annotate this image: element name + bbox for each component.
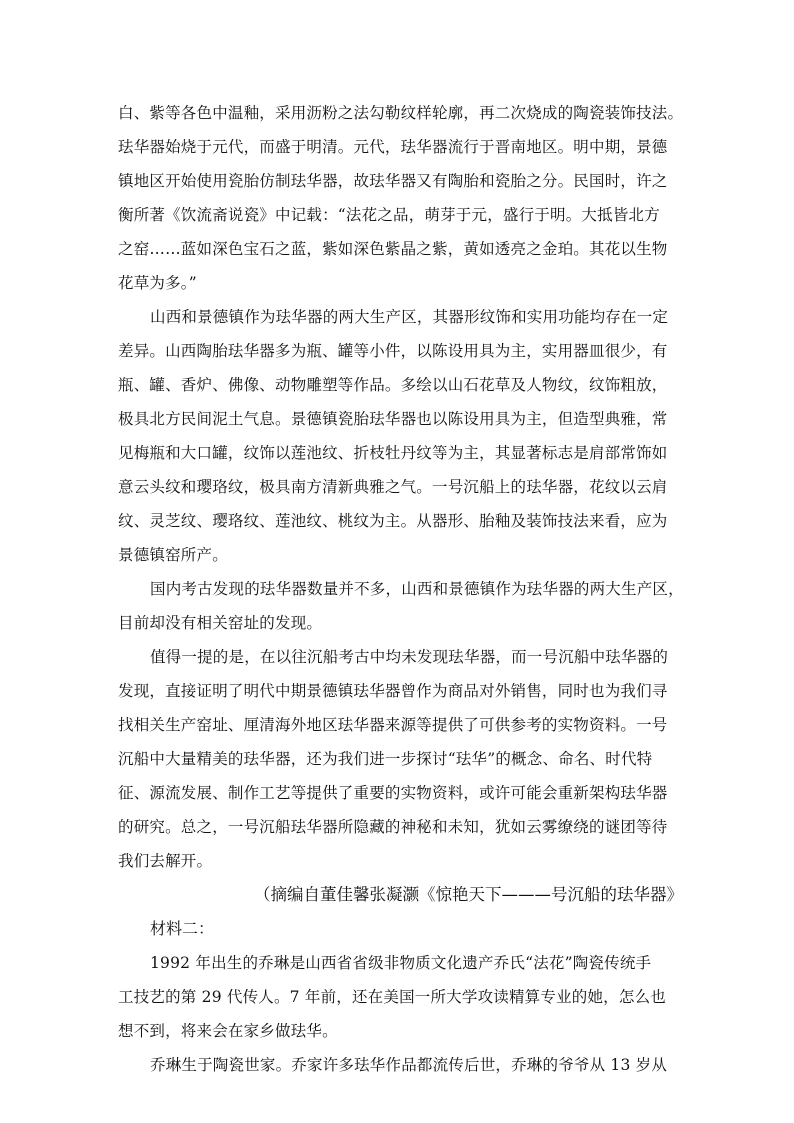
text-line: 我们去解开。 bbox=[118, 852, 213, 870]
text-line: 花草为多。” bbox=[118, 274, 197, 292]
document-body bbox=[118, 96, 684, 1082]
text-line: 1992 年出生的乔琳是山西省省级非物质文化遗产乔氏“法花”陶瓷传统手 bbox=[150, 954, 652, 972]
text-line: 乔琳生于陶瓷世家。乔家许多珐华作品都流传后世，乔琳的爷爷从 13 岁从 bbox=[150, 1056, 668, 1074]
text-line: 沉船中大量精美的珐华器，还为我们进一步探讨“珐华”的概念、命名、时代特 bbox=[118, 750, 653, 768]
text-line: 极具北方民间泥土气息。景德镇瓷胎珐华器也以陈设用具为主，但造型典雅，常 bbox=[118, 410, 668, 428]
paragraph-fahua-technique bbox=[118, 96, 684, 300]
paragraph-production-regions bbox=[118, 300, 684, 572]
text-line: 瓶、罐、香炉、佛像、动物雕塑等作品。多绘以山石花草及人物纹，纹饰粗放， bbox=[118, 376, 668, 394]
text-line: 衡所著《饮流斋说瓷》中记载：“法花之品，萌芽于元，盛行于明。大抵皆北方 bbox=[118, 206, 660, 224]
text-line: 之窑……蓝如深色宝石之蓝，紫如深色紫晶之紫，黄如透亮之金珀。其花以生物 bbox=[118, 240, 668, 258]
text-line: 白、紫等各色中温釉，采用沥粉之法勾勒纹样轮廓，再二次烧成的陶瓷装饰技法。 bbox=[118, 104, 684, 122]
source-citation: （摘编自董佳馨张凝灏《惊艳天下———号沉船的珐华器》 bbox=[254, 885, 683, 904]
paragraph-archaeology bbox=[118, 572, 684, 640]
text-line: 珐华器始烧于元代，而盛于明清。元代，珐华器流行于晋南地区。明中期，景德 bbox=[118, 138, 668, 156]
text-line: 差异。山西陶胎珐华器多为瓶、罐等小件，以陈设用具为主，实用器皿很少，有 bbox=[118, 342, 668, 360]
text-line: 征、源流发展、制作工艺等提供了重要的实物资料，或许可能会重新架构珐华器 bbox=[118, 784, 668, 802]
paragraph-qiao-family bbox=[118, 1048, 684, 1082]
material-two-heading: 材料二： bbox=[150, 919, 215, 938]
text-line: 纹、灵芝纹、璎珞纹、莲池纹、桃纹为主。从器形、胎釉及装饰技法来看，应为 bbox=[118, 512, 668, 530]
text-line: 发现，直接证明了明代中期景德镇珐华器曾作为商品对外销售，同时也为我们寻 bbox=[118, 682, 668, 700]
text-line: 想不到，将来会在家乡做珐华。 bbox=[118, 1022, 338, 1040]
text-line: 找相关生产窑址、厘清海外地区珐华器来源等提供了可供参考的实物资料。一号 bbox=[118, 716, 668, 734]
text-line: 山西和景德镇作为珐华器的两大生产区，其器形纹饰和实用功能均存在一定 bbox=[150, 308, 669, 326]
text-line: 目前却没有相关窑址的发现。 bbox=[118, 614, 323, 632]
text-line: 意云头纹和璎珞纹，极具南方清新典雅之气。一号沉船上的珐华器，花纹以云肩 bbox=[118, 478, 668, 496]
text-line: 的研究。总之，一号沉船珐华器所隐藏的神秘和未知，犹如云雾缭绕的谜团等待 bbox=[118, 818, 668, 836]
paragraph-qiao-lin-intro bbox=[118, 946, 684, 1048]
text-line: 值得一提的是，在以往沉船考古中均未发现珐华器，而一号沉船中珐华器的 bbox=[150, 648, 669, 666]
text-line: 见梅瓶和大口罐，纹饰以莲池纹、折枝牡丹纹等为主，其显著标志是肩部常饰如 bbox=[118, 444, 668, 462]
text-line: 工技艺的第 29 代传人。7 年前，还在美国一所大学攻读精算专业的她，怎么也 bbox=[118, 988, 666, 1006]
paragraph-shipwreck-significance bbox=[118, 640, 684, 878]
text-line: 景德镇窑所产。 bbox=[118, 546, 228, 564]
text-line: 国内考古发现的珐华器数量并不多，山西和景德镇作为珐华器的两大生产区， bbox=[150, 580, 684, 598]
text-line: 镇地区开始使用瓷胎仿制珐华器，故珐华器又有陶胎和瓷胎之分。民国时，许之 bbox=[118, 172, 668, 190]
